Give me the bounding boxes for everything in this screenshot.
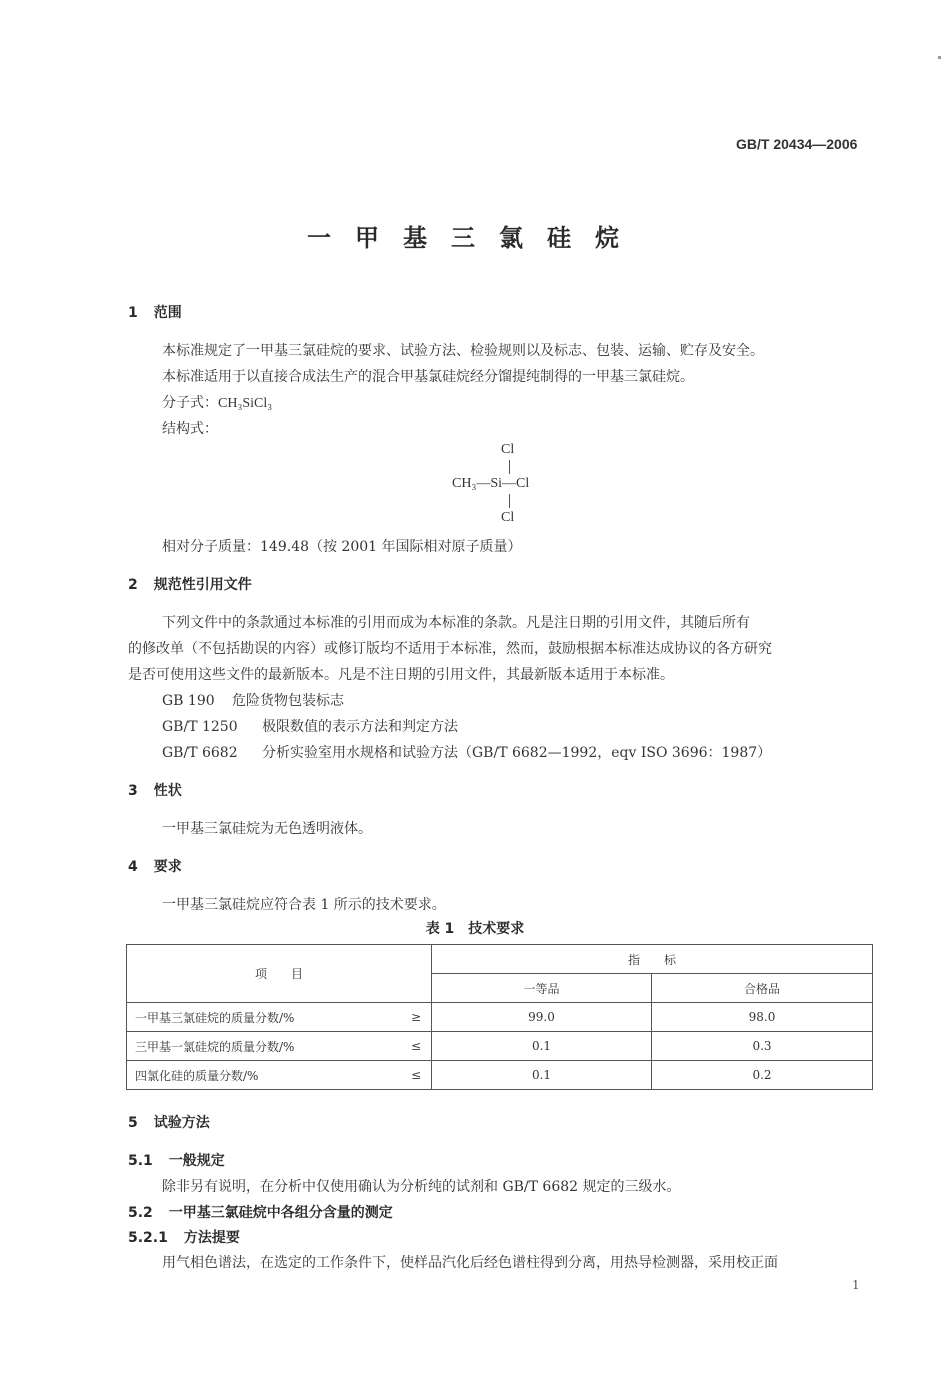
reference-item [162,716,458,736]
header-grade-1: 一等品 [432,974,652,1003]
standard-code: GB/T 20434—2006 [736,136,858,152]
section-number: 5.2.1 [128,1230,168,1246]
reference-name: 分析实验室用水规格和试验方法（GB/T 6682—1992，eqv ISO 3696：1987） [262,745,772,761]
reference-item [162,690,344,710]
section-title: 范围 [153,305,182,321]
paragraph: 一甲基三氯硅烷为无色透明液体。 [162,821,372,837]
section-number: 5 [128,1115,138,1131]
cell-grade-2: 0.3 [652,1032,873,1061]
reference-code: GB/T 6682 [162,745,238,761]
structure-middle: CH₃—Si—Cl [452,476,530,491]
section-number: 2 [128,577,138,593]
section-title: 方法提要 [183,1230,240,1246]
section-title: 试验方法 [153,1115,210,1131]
section-number: 4 [128,859,138,875]
paragraph: 一甲基三氯硅烷应符合表 1 所示的技术要求。 [162,897,446,913]
molecular-mass: 相对分子质量：149.48（按 2001 年国际相对原子质量） [162,539,522,555]
section-number: 5.2 [128,1205,153,1221]
cell-symbol: ≤ [382,1032,432,1061]
paragraph: 用气相色谱法，在选定的工作条件下，使样品汽化后经色谱柱得到分离，用热导检测器，采用校正面 [162,1255,778,1271]
cell-grade-1: 0.1 [432,1061,652,1090]
table-caption: 表 1 技术要求 [425,921,525,937]
paragraph: 本标准规定了一甲基三氯硅烷的要求、试验方法、检验规则以及标志、包装、运输、贮存及安全。 [162,343,764,359]
paragraph-line: 的修改单（不包括勘误的内容）或修订版均不适用于本标准，然而，鼓励根据本标准达成协议的各方研究 [128,641,772,657]
table-row [127,1061,873,1090]
section-title: 一般规定 [168,1153,225,1169]
section-1-heading [128,302,182,322]
bond-line-top [509,460,510,474]
section-title: 一甲基三氯硅烷中各组分含量的测定 [168,1205,393,1221]
paragraph: 除非另有说明，在分析中仅使用确认为分析纯的试剂和 GB/T 6682 规定的三级水。 [162,1179,681,1195]
section-2-heading [128,574,252,594]
table-header-row [127,945,873,974]
cell-item: 三甲基一氯硅烷的质量分数/% [127,1032,382,1061]
cell-item: 四氯化硅的质量分数/% [127,1061,382,1090]
section-number: 5.1 [128,1153,153,1169]
subsection-5-1-heading [128,1150,225,1170]
section-5-heading [128,1112,210,1132]
paragraph-line: 下列文件中的条款通过本标准的引用而成为本标准的条款。凡是注日期的引用文件，其随后所有 [162,615,750,631]
reference-name: 极限数值的表示方法和判定方法 [262,719,458,735]
reference-code: GB/T 1250 [162,719,238,735]
header-grade-2: 合格品 [652,974,873,1003]
section-3-heading [128,780,182,800]
formula-label: 分子式： [162,395,218,411]
cell-grade-1: 0.1 [432,1032,652,1061]
header-index: 指 标 [432,945,873,974]
cell-grade-2: 0.2 [652,1061,873,1090]
page-number: 1 [852,1278,860,1292]
cell-symbol: ≥ [382,1003,432,1032]
section-title: 性状 [153,783,182,799]
table-row [127,1032,873,1061]
molecular-formula [162,392,272,412]
cell-symbol: ≤ [382,1061,432,1090]
subsection-5-2-1-heading [128,1227,240,1247]
scan-speck [938,56,941,59]
reference-name: 危险货物包装标志 [232,693,344,709]
cell-item: 一甲基三氯硅烷的质量分数/% [127,1003,382,1032]
document-title: 一甲基三氯硅烷 [307,224,643,252]
section-number: 3 [128,783,138,799]
bond-line-bottom [509,494,510,508]
section-number: 1 [128,305,138,321]
reference-item [162,742,771,762]
paragraph: 本标准适用于以直接合成法生产的混合甲基氯硅烷经分馏提纯制得的一甲基三氯硅烷。 [162,369,694,385]
subsection-5-2-heading [128,1202,393,1222]
cell-grade-1: 99.0 [432,1003,652,1032]
formula-value: CH₃SiCl₃ [218,396,273,411]
section-4-heading [128,856,182,876]
technical-requirements-table [126,944,873,1090]
table-row [127,1003,873,1032]
cell-grade-2: 98.0 [652,1003,873,1032]
section-title: 要求 [153,859,182,875]
paragraph-line: 是否可使用这些文件的最新版本。凡是不注日期的引用文件，其最新版本适用于本标准。 [128,667,674,683]
header-item: 项 目 [127,945,432,1003]
reference-code: GB 190 [162,693,215,709]
chlorine-top: Cl [501,442,515,457]
section-title: 规范性引用文件 [153,577,252,593]
structure-label: 结构式： [162,421,218,437]
chlorine-bottom: Cl [501,510,515,525]
